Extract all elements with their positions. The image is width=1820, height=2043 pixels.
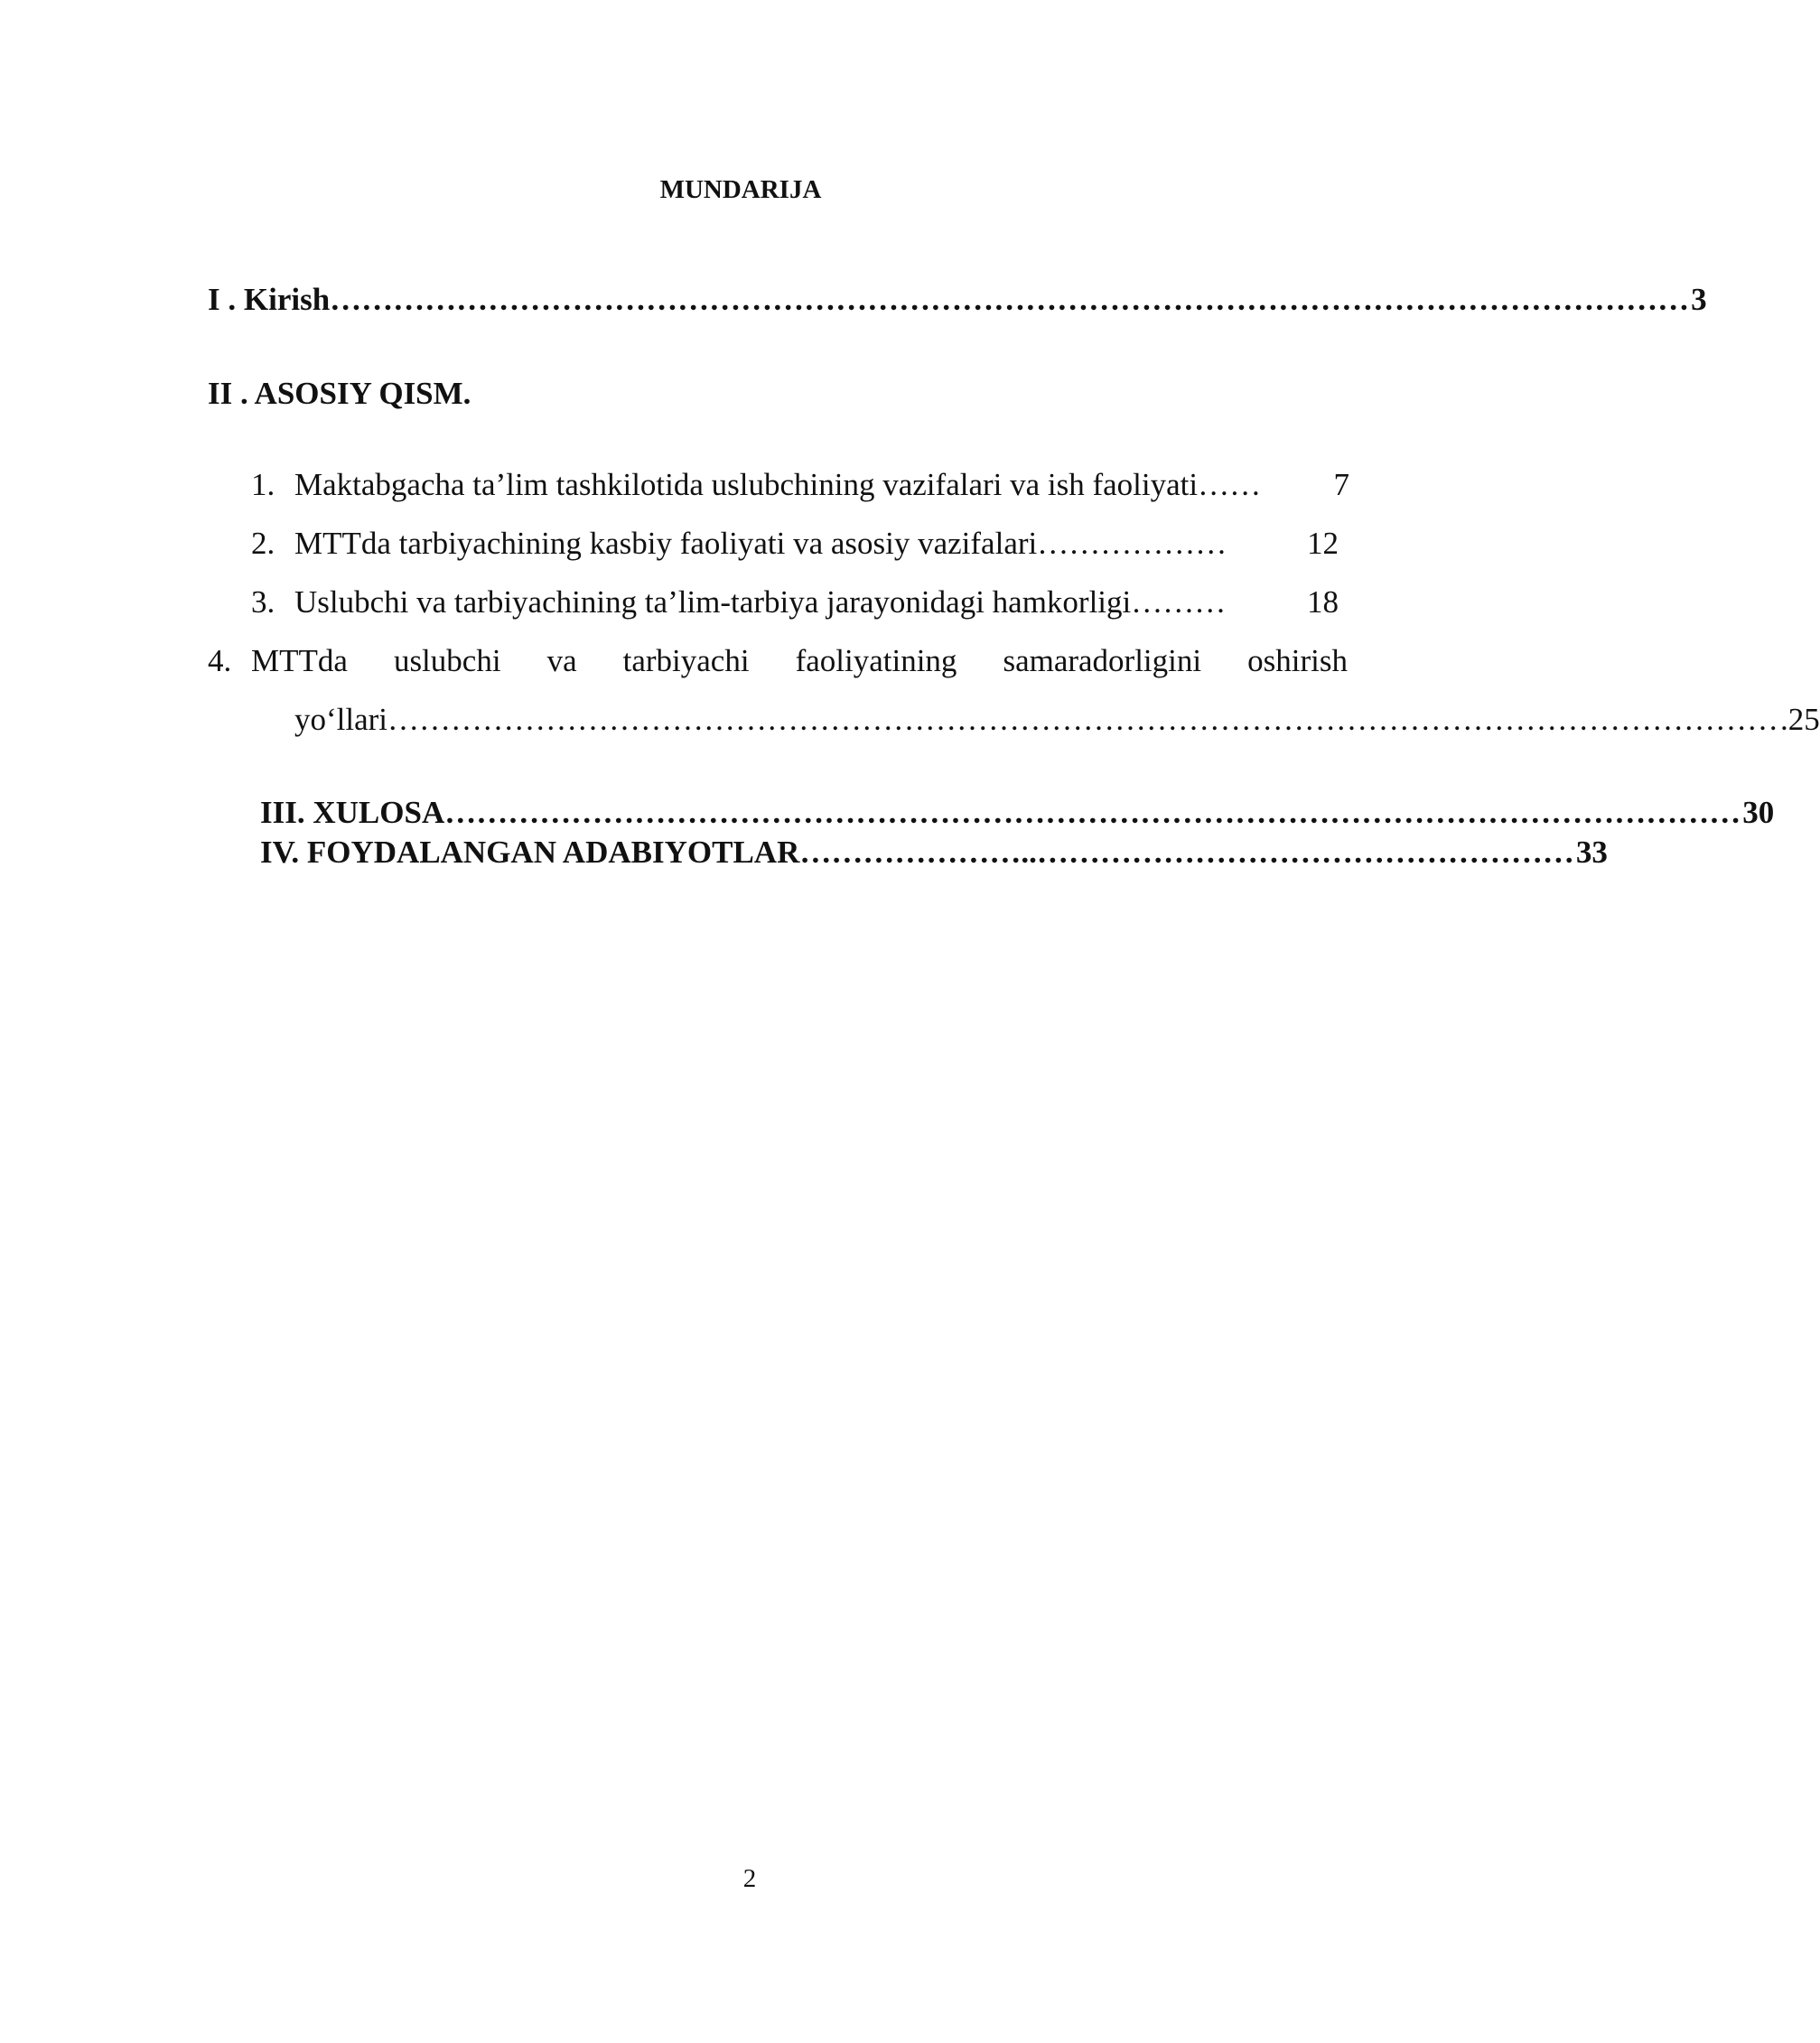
toc-page-number: 30 [1742, 795, 1775, 830]
toc-entry-item-1[interactable] [251, 465, 1349, 505]
toc-entry-item-4-continuation[interactable] [294, 700, 1820, 740]
toc-title: MUNDARIJA [659, 175, 822, 204]
toc-entry-word: oshirish [1247, 643, 1348, 678]
list-number: 4. [208, 643, 232, 678]
toc-entry-label: yo‘llari [294, 702, 388, 737]
toc-entry-item-2[interactable] [251, 524, 1339, 564]
toc-entry-xulosa[interactable] [260, 793, 1775, 833]
toc-entry-label: MTTda tarbiyachining kasbiy faoliyati va asosiy vazifalari [294, 526, 1038, 561]
toc-page-number: 12 [1307, 526, 1339, 561]
toc-entry-label: III. XULOSA [260, 795, 445, 830]
toc-heading-asosiy-qism[interactable]: II . ASOSIY QISM. [208, 376, 471, 411]
list-number: 3. [251, 584, 275, 620]
toc-entry-item-3[interactable] [251, 583, 1339, 622]
toc-page-number: 3 [1691, 282, 1707, 317]
toc-entry-label: I . Kirish [208, 282, 331, 317]
toc-page-number: 33 [1575, 835, 1608, 870]
toc-entry-word: MTTda [251, 643, 348, 678]
dot-leader: ……… [1131, 584, 1227, 620]
dot-leader: …………………………………………………………………………………………………………………… [387, 702, 1779, 737]
toc-page-number: .25 [1780, 702, 1820, 737]
toc-entry-word: faoliyatining [795, 643, 957, 678]
dot-leader: …………………..…………………………………………… [799, 835, 1574, 870]
toc-entry-word: samaradorligini [1003, 643, 1202, 678]
toc-entry-kirish[interactable] [208, 280, 1707, 320]
toc-entry-word: tarbiyachi [622, 643, 750, 678]
dot-leader: ……………… [1037, 526, 1227, 561]
list-number: 1. [251, 467, 275, 502]
toc-page-number: 7 [1333, 467, 1349, 502]
toc-entry-label: Maktabgacha ta’lim tashkilotida uslubchining vazifalari va ish faoliyati [294, 467, 1199, 502]
dot-leader: …………………………………………………………………………………………………………… [444, 795, 1741, 830]
dot-leader: …… [1198, 467, 1262, 502]
toc-entry-adabiyotlar[interactable] [260, 833, 1608, 872]
toc-entry-label: IV. FOYDALANGAN ADABIYOTLAR [260, 835, 800, 870]
toc-entry-item-4[interactable] [208, 641, 1348, 681]
list-number: 2. [251, 526, 275, 561]
toc-entry-word: va [546, 643, 577, 678]
toc-entry-word: uslubchi [393, 643, 501, 678]
page-number: 2 [742, 1864, 757, 1893]
dot-leader: ………………………………………………………………………………………………………………… [330, 282, 1690, 317]
toc-entry-label: Uslubchi va tarbiyachining ta’lim-tarbiya jarayonidagi hamkorligi [294, 584, 1132, 620]
toc-page-number: 18 [1307, 584, 1339, 620]
